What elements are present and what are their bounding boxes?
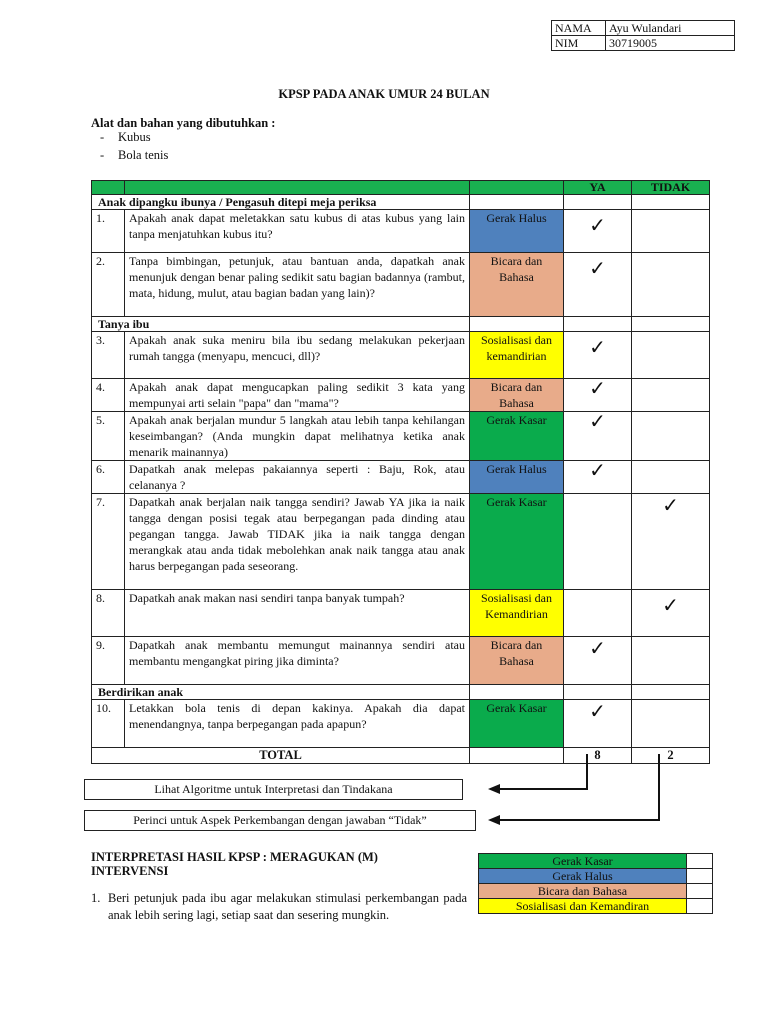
ya-check: ✓ [564,332,632,379]
row-number: 4. [92,379,125,412]
row-aspect: Gerak Halus [470,461,564,494]
row-number: 10. [92,700,125,748]
header-ya: YA [564,181,632,195]
ya-check: ✓ [564,210,632,253]
tool-item-label: Bola tenis [118,148,169,162]
intervention-title: INTERVENSI [91,864,169,878]
total-ya: 8 [564,748,632,764]
legend-empty-cell [687,899,713,914]
row-question: Dapatkah anak melepas pakaiannya seperti : Baju, Rok, atau celananya ? [125,461,470,494]
legend-bicara-bahasa: Bicara dan Bahasa [479,884,687,899]
arrow-line-tidak [500,754,659,820]
legend-sosialisasi: Sosialisasi dan Kemandiran [479,899,687,914]
list-dash: - [100,148,105,162]
ya-check: ✓ [564,253,632,317]
row-aspect: Sosialisasi dan Kemandirian [470,590,564,637]
ya-check: ✓ [564,461,632,494]
tidak-check: ✓ [632,590,710,637]
row-aspect: Gerak Kasar [470,412,564,461]
row-question: Dapatkah anak berjalan naik tangga sendiri? Jawab YA jika ia naik tangga dengan posisi tegak atau berpegangan pada dinding atau pegangan tangga. Jawab TIDAK jika ia naik tangga dengan merangkak atau anda tidak mebolehkan anak naik tangga atau anak harus berpegangan pada seseorang. [125,494,470,590]
total-label: TOTAL [92,748,470,764]
algorithm-note-box: Lihat Algoritme untuk Interpretasi dan Tindakana [84,779,463,800]
intervention-text: Beri petunjuk pada ibu agar melakukan stimulasi perkembangan pada anak lebih sering lagi, setiap saat dan sesering mungkin. [108,891,467,922]
row-question: Apakah anak dapat mengucapkan paling sedikit 3 kata yang mempunyai arti selain "papa" dan "mama"? [125,379,470,412]
nim-value: 30719005 [606,36,735,51]
row-question: Dapatkah anak makan nasi sendiri tanpa banyak tumpah? [125,590,470,637]
legend-empty-cell [687,884,713,899]
row-number: 9. [92,637,125,685]
row-question: Letakkan bola tenis di depan kakinya. Apakah dia dapat menendangnya, tanpa berpegangan pada apapun? [125,700,470,748]
row-aspect: Gerak Kasar [470,494,564,590]
intervention-item [91,890,467,924]
row-aspect: Bicara dan Bahasa [470,637,564,685]
list-dash: - [100,130,105,144]
section-label: Anak dipangku ibunya / Pengasuh ditepi meja periksa [92,195,470,210]
row-question: Apakah anak suka meniru bila ibu sedang melakukan pekerjaan rumah tangga (menyapu, mencuci, dll)? [125,332,470,379]
row-aspect: Sosialisasi dan kemandirian [470,332,564,379]
tidak-check: ✓ [632,494,710,590]
row-number: 2. [92,253,125,317]
row-aspect: Gerak Kasar [470,700,564,748]
tool-item-label: Kubus [118,130,151,144]
row-number: 8. [92,590,125,637]
row-number: 7. [92,494,125,590]
legend-empty-cell [687,869,713,884]
total-tidak: 2 [632,748,710,764]
document-title: KPSP PADA ANAK UMUR 24 BULAN [278,87,490,101]
legend-row [479,884,713,899]
nama-label: NAMA [552,21,606,36]
aspect-legend [478,853,713,914]
arrow-head-icon [488,815,500,825]
row-aspect: Gerak Halus [470,210,564,253]
legend-gerak-kasar: Gerak Kasar [479,854,687,869]
row-number: 1. [92,210,125,253]
interpretation-title: INTERPRETASI HASIL KPSP : MERAGUKAN (M) [91,850,378,864]
header-tidak: TIDAK [632,181,710,195]
legend-gerak-halus: Gerak Halus [479,869,687,884]
legend-row [479,854,713,869]
legend-row [479,869,713,884]
ya-check: ✓ [564,700,632,748]
tools-heading: Alat dan bahan yang dibutuhkan : [91,116,276,130]
section-label: Tanya ibu [92,317,470,332]
intervention-number: 1. [91,891,101,905]
row-question: Apakah anak berjalan mundur 5 langkah atau lebih tanpa kehilangan keseimbangan? (Anda mungkin dapat melihatnya ketika anak menarik mainannya) [125,412,470,461]
arrow-head-icon [488,784,500,794]
row-number: 3. [92,332,125,379]
row-number: 6. [92,461,125,494]
detail-note-box: Perinci untuk Aspek Perkembangan dengan jawaban “Tidak” [84,810,476,831]
row-question: Apakah anak dapat meletakkan satu kubus di atas kubus yang lain tanpa menjatuhkan kubus itu? [125,210,470,253]
interpretation-heading [91,850,471,878]
section-label: Berdirikan anak [92,685,470,700]
row-aspect: Bicara dan Bahasa [470,253,564,317]
row-question: Dapatkah anak membantu memungut mainannya sendiri atau membantu mengangkat piring jika diminta? [125,637,470,685]
ya-check: ✓ [564,637,632,685]
legend-row [479,899,713,914]
ya-check: ✓ [564,379,632,412]
row-aspect: Bicara dan Bahasa [470,379,564,412]
ya-check: ✓ [564,412,632,461]
nama-value: Ayu Wulandari [606,21,735,36]
nim-label: NIM [552,36,606,51]
arrow-line-ya [500,754,587,789]
legend-empty-cell [687,854,713,869]
row-number: 5. [92,412,125,461]
row-question: Tanpa bimbingan, petunjuk, atau bantuan anda, dapatkah anak menunjuk dengan benar paling sedikit satu bagian badannya (rambut, mata, hidung, mulut, atau bagian badan yang lain)? [125,253,470,317]
